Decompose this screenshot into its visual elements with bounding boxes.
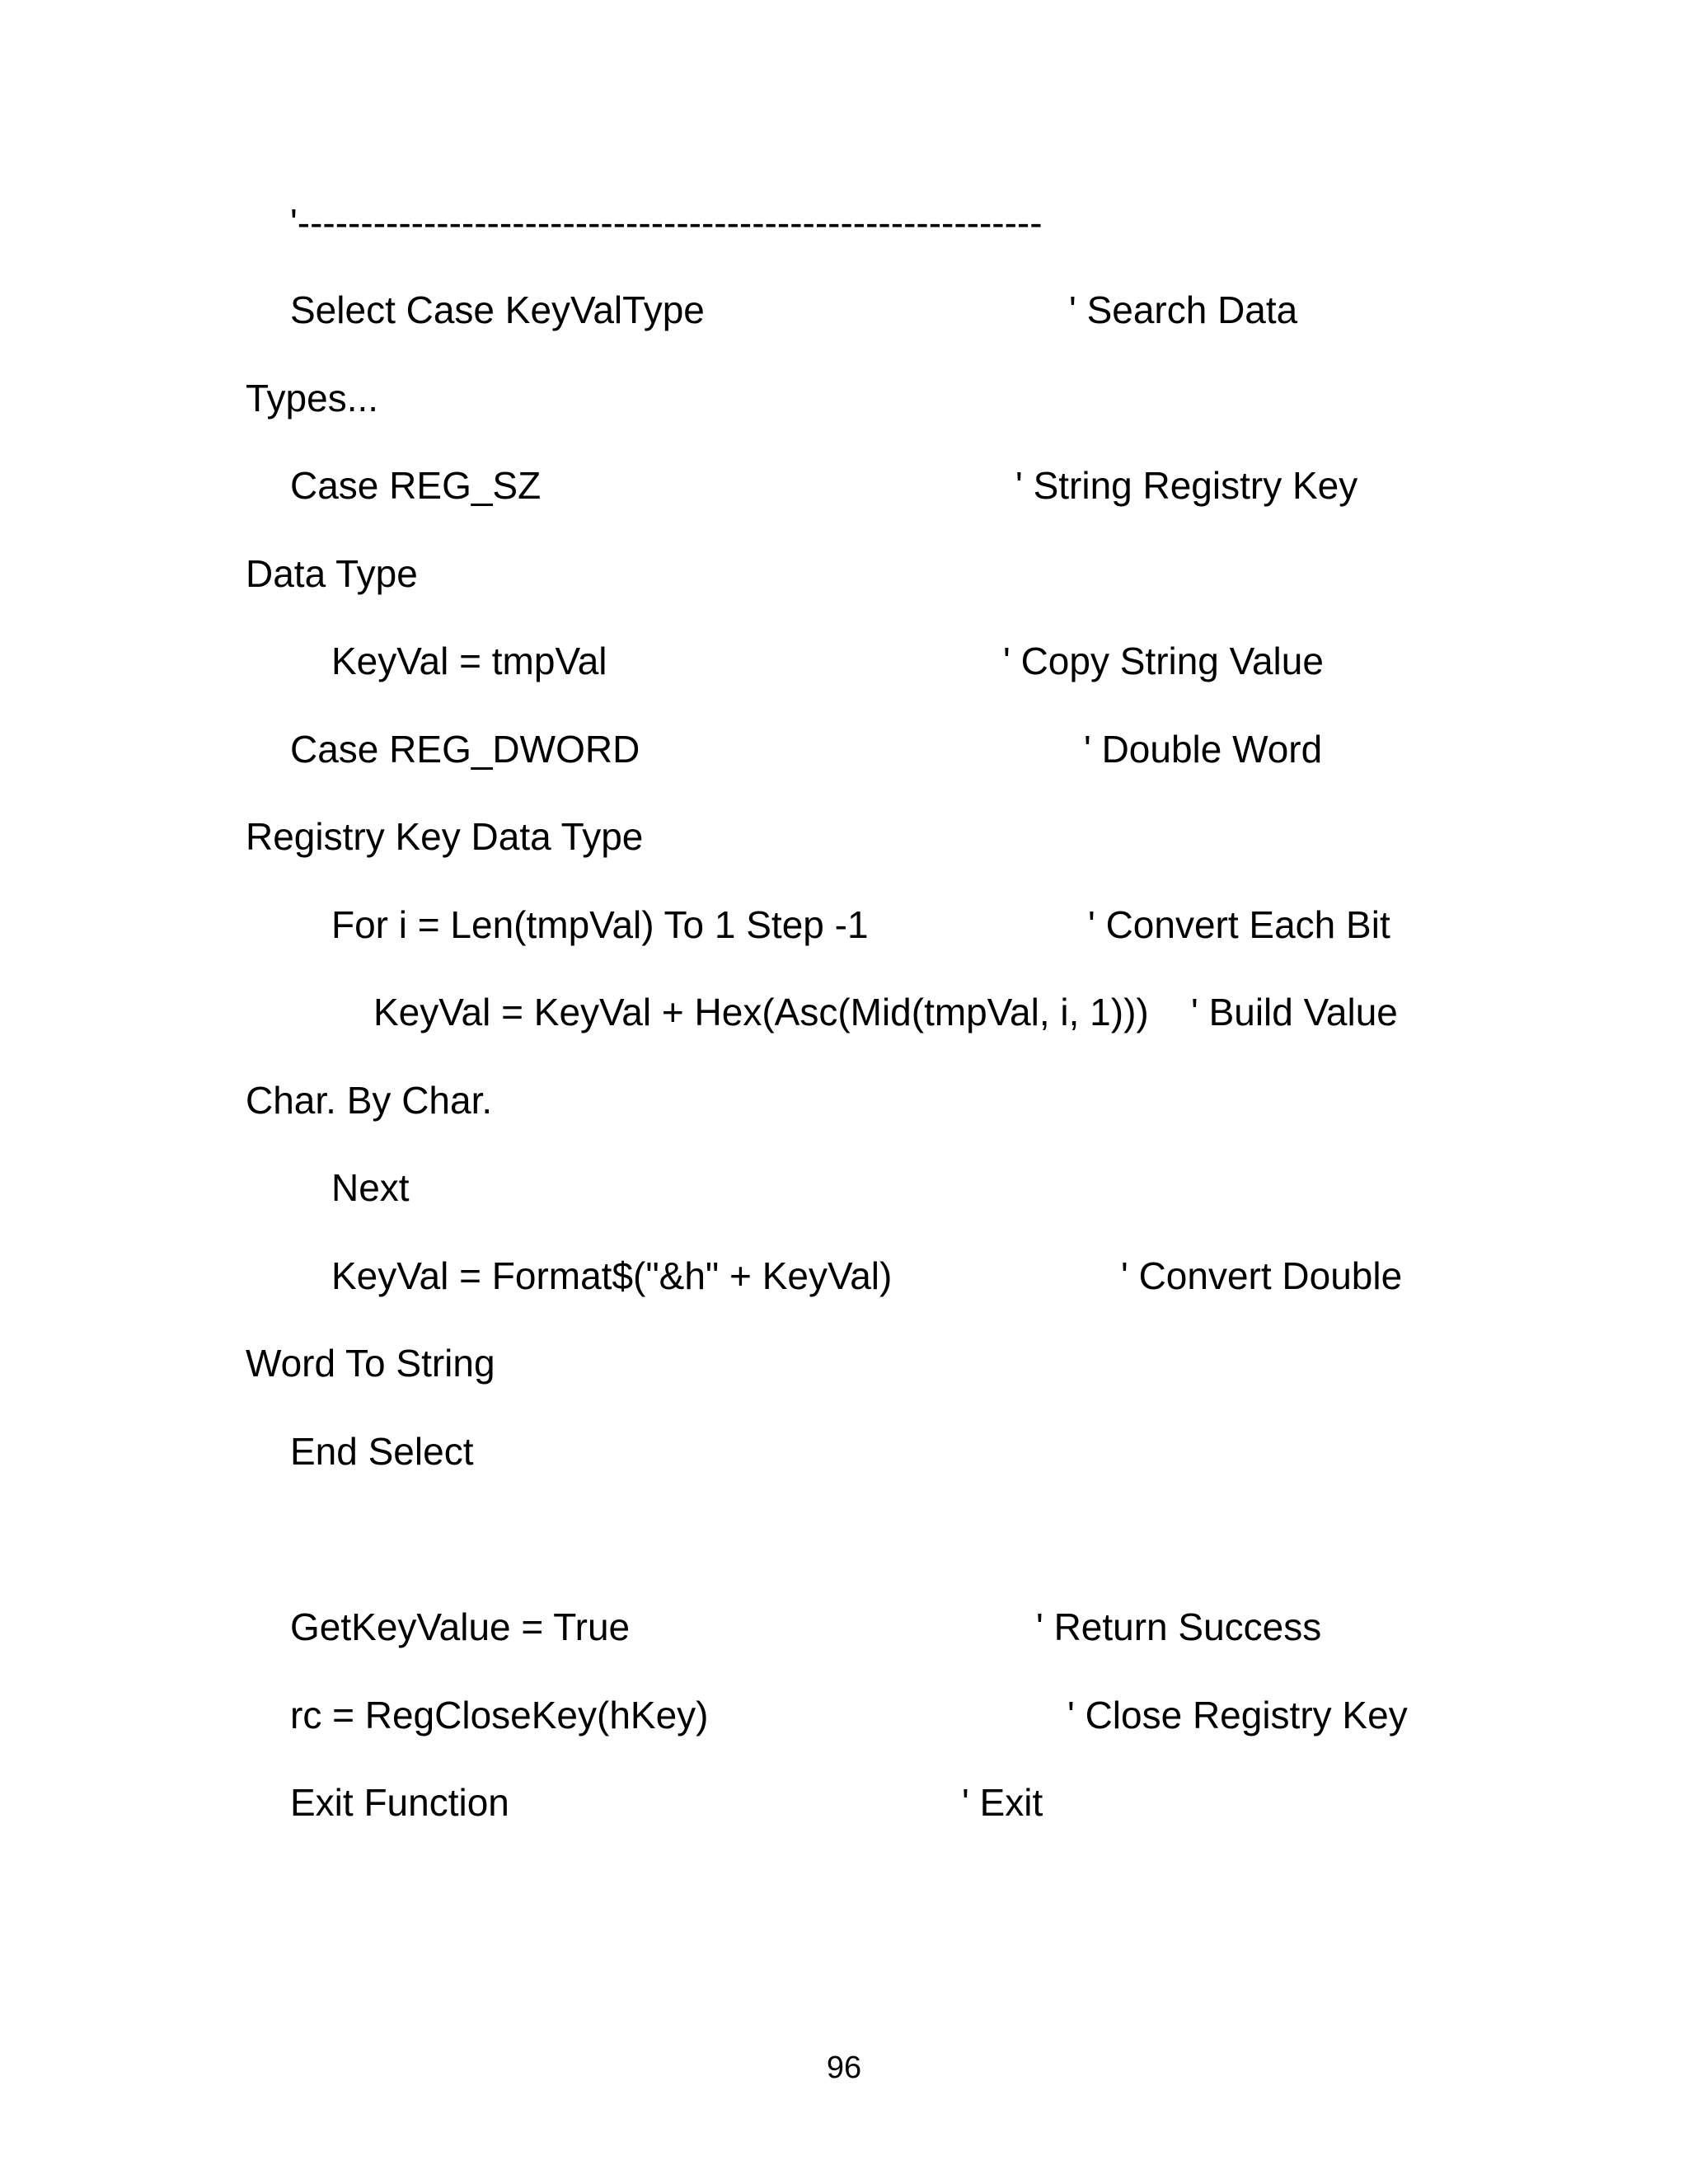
comment-convert-double: ' Convert Double	[1121, 1254, 1403, 1297]
comment-build-value: ' Build Value	[1191, 991, 1398, 1033]
comment-wrap-data-type: Data Type	[246, 552, 418, 595]
code-line-next: Next	[331, 1166, 410, 1209]
comment-copy-string-value: ' Copy String Value	[1003, 640, 1324, 682]
comment-wrap-word-to-string: Word To String	[246, 1342, 495, 1385]
comment-wrap-registry-key-data-type: Registry Key Data Type	[246, 815, 644, 858]
comment-return-success: ' Return Success	[1036, 1605, 1322, 1648]
comment-double-word: ' Double Word	[1084, 728, 1323, 771]
comment-wrap-char-by-char: Char. By Char.	[246, 1079, 493, 1122]
code-line-getkeyvalue-true: GetKeyValue = True	[290, 1605, 631, 1648]
code-line-build-keyval: KeyVal = KeyVal + Hex(Asc(Mid(tmpVal, i, 1)))	[373, 991, 1149, 1033]
comment-wrap-types: Types...	[246, 377, 379, 419]
code-line-select-case: Select Case KeyValType	[290, 288, 705, 331]
page-number: 96	[826, 2050, 862, 2085]
comment-close-registry-key: ' Close Registry Key	[1067, 1694, 1408, 1736]
code-line-keyval-tmpval: KeyVal = tmpVal	[331, 640, 607, 682]
code-line-for-loop: For i = Len(tmpVal) To 1 Step -1	[331, 903, 869, 946]
code-line-format-keyval: KeyVal = Format$("&h" + KeyVal)	[331, 1254, 893, 1297]
comment-convert-each-bit: ' Convert Each Bit	[1088, 903, 1390, 946]
comment-search-data: ' Search Data	[1069, 288, 1298, 331]
comment-string-registry-key: ' String Registry Key	[1015, 464, 1358, 507]
code-line-exit-function: Exit Function	[290, 1781, 509, 1824]
code-line-regclosekey: rc = RegCloseKey(hKey)	[290, 1694, 709, 1736]
code-line-case-reg-sz: Case REG_SZ	[290, 464, 542, 507]
code-line-end-select: End Select	[290, 1430, 474, 1473]
comment-exit: ' Exit	[962, 1781, 1043, 1824]
comment-separator-line: '-----------------------------------------------------------	[290, 201, 1043, 244]
code-line-case-reg-dword: Case REG_DWORD	[290, 728, 640, 771]
